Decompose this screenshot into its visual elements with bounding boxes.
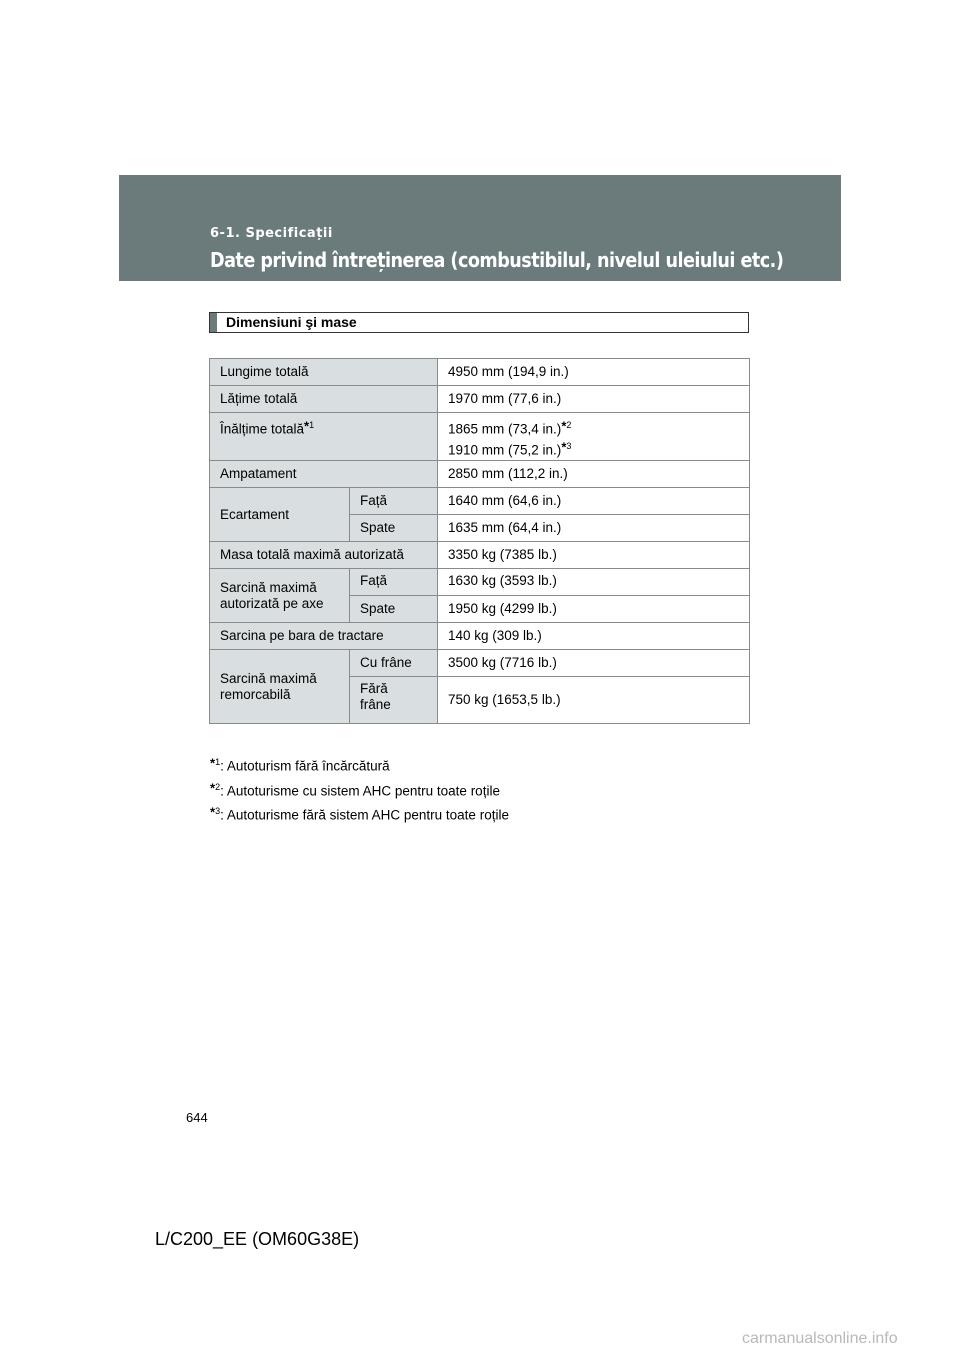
footnote-number: 2 xyxy=(215,781,221,792)
row-value: 1950 kg (4299 lb.) xyxy=(438,596,750,623)
label-line: frâne xyxy=(360,697,391,712)
row-value: 4950 mm (194,9 in.) xyxy=(438,359,750,386)
footnote-star: * xyxy=(210,804,216,820)
document-code: L/C200_EE (OM60G38E) xyxy=(155,1229,360,1249)
table-row xyxy=(210,359,750,386)
footnote-star: * xyxy=(210,755,216,771)
footnote-star: * xyxy=(210,780,216,795)
row-label: Ecartament xyxy=(210,488,350,542)
sub-label: Cu frâne xyxy=(350,650,438,677)
row-value: 1640 mm (64,6 in.) xyxy=(438,488,750,515)
table-row xyxy=(210,461,750,488)
row-label xyxy=(210,650,350,724)
row-value: 3350 kg (7385 lb.) xyxy=(438,542,750,569)
specifications-table xyxy=(209,358,750,724)
footnote xyxy=(210,777,509,802)
row-label xyxy=(210,413,438,461)
footnote-number: 1 xyxy=(215,757,221,767)
footnote-text: : Autoturisme fără sistem AHC pentru toate roțile xyxy=(220,807,509,823)
row-label: Sarcina pe bara de tractare xyxy=(210,623,438,650)
sub-label xyxy=(350,677,438,724)
footnote-star: * xyxy=(561,439,567,454)
table-row xyxy=(210,569,750,596)
sub-label: Față xyxy=(350,569,438,596)
value-line: 1910 mm (75,2 in.) xyxy=(448,442,562,457)
row-value: 140 kg (309 lb.) xyxy=(438,623,750,650)
table-row xyxy=(210,413,750,461)
footnote-ref: 1 xyxy=(309,420,315,430)
footnote xyxy=(210,752,509,777)
row-value: 750 kg (1653,5 lb.) xyxy=(438,677,750,724)
footnote-star: * xyxy=(304,418,310,434)
footnote-ref: 2 xyxy=(566,420,572,430)
row-label: Lungime totală xyxy=(210,359,438,386)
sub-label: Față xyxy=(350,488,438,515)
page-number: 644 xyxy=(186,1110,208,1125)
table-row xyxy=(210,623,750,650)
row-label: Ampatament xyxy=(210,461,438,488)
footnote-text: : Autoturisme cu sistem AHC pentru toate roțile xyxy=(220,783,500,798)
row-value: 1635 mm (64,4 in.) xyxy=(438,515,750,542)
subsection-title: Dimensiuni şi mase xyxy=(226,314,357,330)
row-label: Masa totală maximă autorizată xyxy=(210,542,438,569)
table-row xyxy=(210,542,750,569)
sub-label: Spate xyxy=(350,515,438,542)
table-row xyxy=(210,488,750,515)
label-line: Fără xyxy=(360,681,388,696)
label-line: remorcabilă xyxy=(220,686,291,702)
footnote xyxy=(210,801,509,826)
row-value: 1970 mm (77,6 in.) xyxy=(438,386,750,413)
label-line: Sarcină maximă xyxy=(220,579,317,595)
row-label: Lățime totală xyxy=(210,386,438,413)
value-line: 1865 mm (73,4 in.) xyxy=(448,421,562,437)
row-value xyxy=(438,413,750,461)
row-label xyxy=(210,569,350,623)
footnotes xyxy=(210,752,509,826)
footnote-star: * xyxy=(561,418,567,434)
watermark: carmanualsonline.info xyxy=(742,1330,898,1347)
footnote-ref: 3 xyxy=(566,440,572,451)
label-text: Înălțime totală xyxy=(220,421,305,437)
sub-label: Spate xyxy=(350,596,438,623)
label-line: autorizată pe axe xyxy=(220,595,324,611)
footnote-number: 3 xyxy=(215,806,221,816)
row-value: 1630 kg (3593 lb.) xyxy=(438,569,750,596)
row-value: 3500 kg (7716 lb.) xyxy=(438,650,750,677)
page-title: Date privind întreținerea (combustibilul, nivelul uleiului etc.) xyxy=(210,248,784,272)
footnote-text: : Autoturism fără încărcătură xyxy=(220,758,390,774)
subsection-header xyxy=(209,312,749,333)
section-label: 6-1. Specificații xyxy=(210,226,333,241)
table-row xyxy=(210,386,750,413)
subsection-marker xyxy=(210,313,217,332)
row-value: 2850 mm (112,2 in.) xyxy=(438,461,750,488)
table-row xyxy=(210,650,750,677)
label-line: Sarcină maximă xyxy=(220,670,317,686)
